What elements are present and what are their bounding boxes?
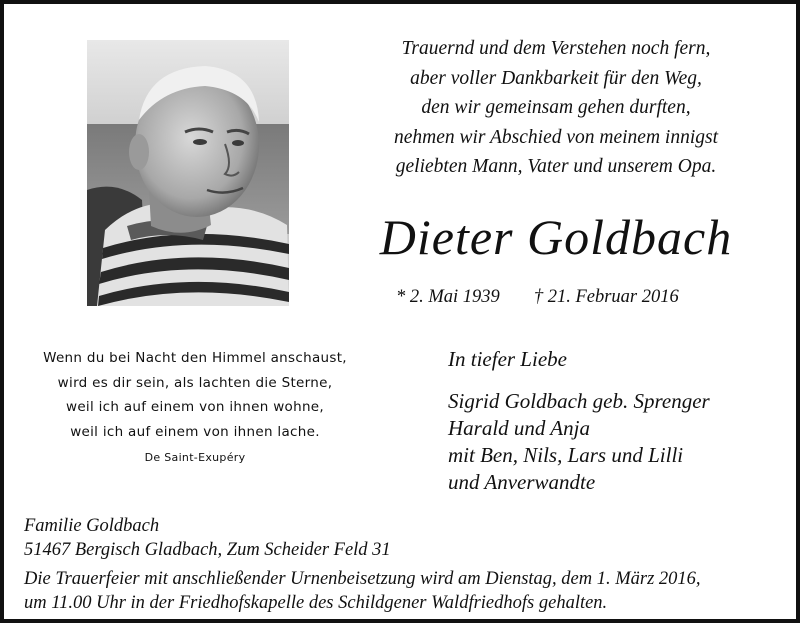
mourner-line: Sigrid Goldbach geb. Sprenger (448, 389, 710, 413)
ceremony-line: um 11.00 Uhr in der Friedhofskapelle des Schildgener Waldfriedhofs gehalten. (24, 593, 608, 613)
family-address (24, 514, 391, 562)
birth-date: * 2. Mai 1939 (396, 287, 500, 307)
poem-line: nehmen wir Abschied von meinem innigst (393, 126, 719, 148)
death-date: † 21. Februar 2016 (533, 287, 679, 307)
mourner-line: mit Ben, Nils, Lars und Lilli (448, 443, 684, 467)
quote-line: weil ich auf einem von ihnen lache. (70, 423, 320, 440)
quote-author: De Saint-Exupéry (144, 451, 246, 464)
life-dates (396, 284, 679, 310)
quote (10, 346, 380, 466)
portrait-image (87, 40, 289, 306)
poem (326, 34, 786, 182)
poem-line: den wir gemeinsam gehen durften, (421, 97, 691, 118)
quote-line: wird es dir sein, als lachten die Sterne, (57, 374, 333, 391)
ceremony-line: Die Trauerfeier mit anschließender Urnenbeisetzung wird am Dienstag, dem 1. März 2016, (24, 569, 701, 589)
poem-line: Trauernd und dem Verstehen noch fern, (401, 38, 711, 59)
mourners-intro: In tiefer Liebe (448, 347, 567, 371)
mourners-list (448, 388, 788, 496)
mourners (448, 346, 788, 496)
poem-line: aber voller Dankbarkeit für den Weg, (410, 67, 702, 89)
family-name: Familie Goldbach (24, 516, 160, 536)
portrait-photo (87, 40, 289, 306)
poem-line: geliebten Mann, Vater und unserem Opa. (395, 156, 717, 177)
mourner-line: Harald und Anja (448, 416, 590, 440)
ceremony-info (24, 567, 701, 615)
quote-line: weil ich auf einem von ihnen wohne, (65, 399, 324, 415)
street-address: 51467 Bergisch Gladbach, Zum Scheider Feld 31 (24, 540, 391, 560)
quote-line: Wenn du bei Nacht den Himmel anschaust, (43, 350, 347, 366)
deceased-name: Dieter Goldbach (379, 209, 733, 265)
mourner-line: und Anverwandte (448, 470, 596, 494)
